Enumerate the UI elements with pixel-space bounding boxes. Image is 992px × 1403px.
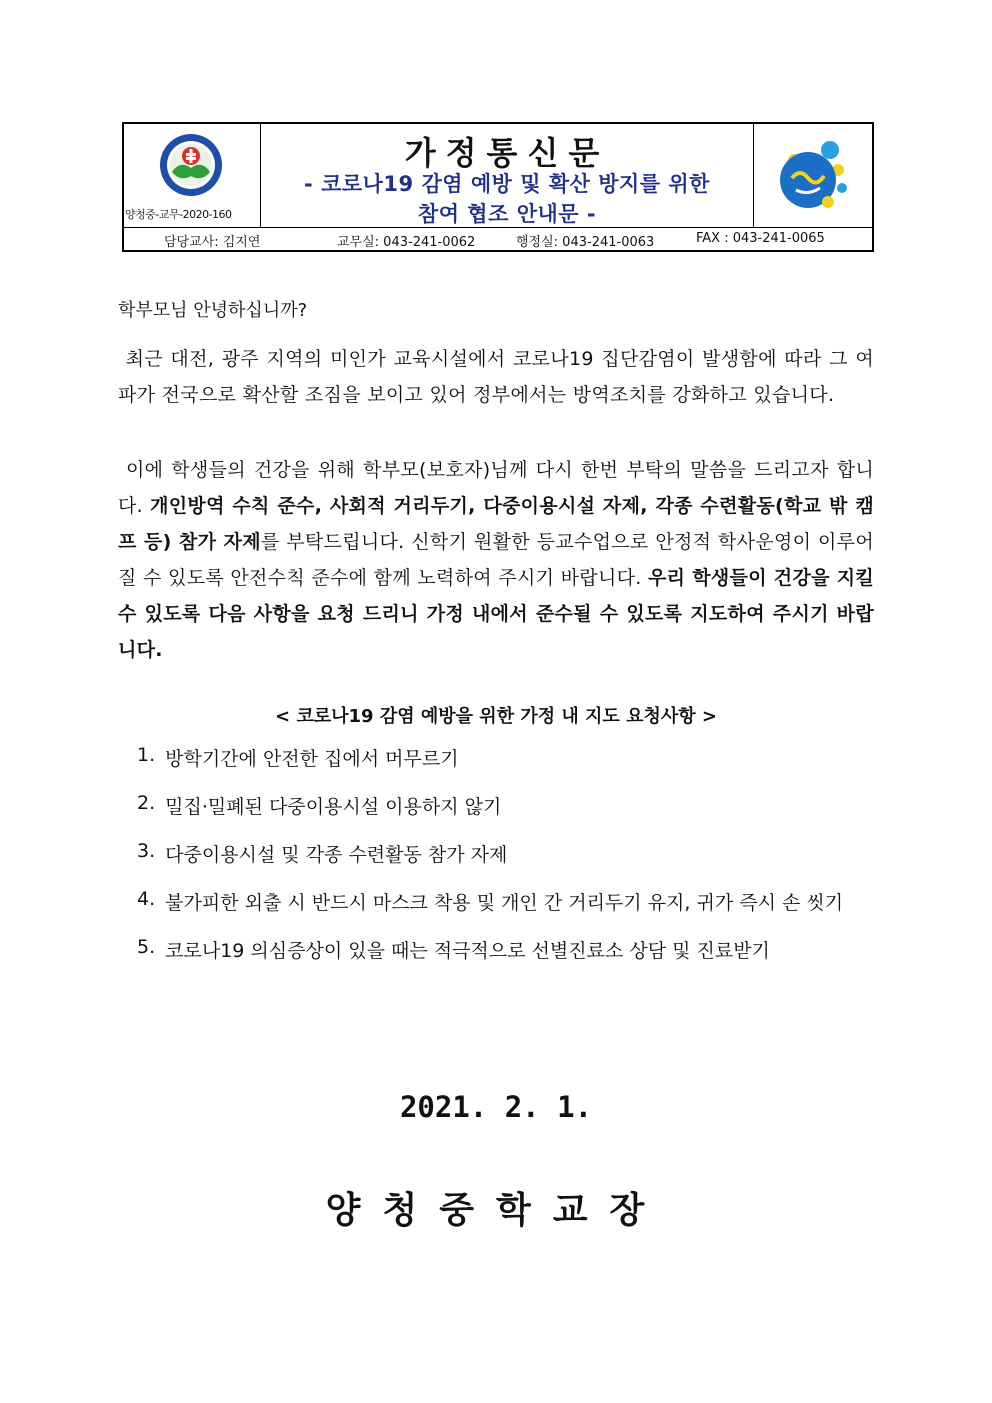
fax-number: FAX : 043-241-0065 <box>696 231 825 246</box>
paragraph-2-text-a: 이에 학생들의 건강을 위해 학부모(보호자)님께 다시 한번 부탁의 말씀을 드리고자 합니다. <box>118 459 875 517</box>
admin-office-phone: 행정실: 043-241-0063 <box>516 235 655 250</box>
list-item-text: 밀집·밀폐된 다중이용시설 이용하지 않기 <box>165 796 502 818</box>
list-item-number: 5. <box>137 936 156 958</box>
list-item <box>137 888 877 936</box>
list-item-text: 불가피한 외출 시 반드시 마스크 착용 및 개인 간 거리두기 유지, 귀가 즉시 손 씻기 <box>165 892 844 914</box>
issue-date: 2021. 2. 1. <box>399 1090 593 1124</box>
school-emblem-icon <box>158 132 224 198</box>
paragraph-2-text-c: 를 부탁드립니다. 신학기 원활한 등교수업으로 안정적 학사운영이 이루어질 수 있도록 안전수칙 준수에 함께 노력하여 주시기 바랍니다. <box>118 531 874 589</box>
paragraph-1 <box>118 341 874 413</box>
list-item <box>137 936 877 984</box>
signer-title: 양청중학교장 <box>325 1189 667 1231</box>
paragraph-2 <box>118 452 874 668</box>
requests-title: < 코로나19 감염 예방을 위한 가정 내 지도 요청사항 > <box>275 706 717 727</box>
list-item-number: 4. <box>137 888 156 910</box>
paragraph-2-emphasis-2: 우리 학생들이 건강을 지킬 수 있도록 다음 사항을 요청 드리니 가정 내에서 준수될 수 있도록 지도하여 주시기 바랍니다. <box>118 567 874 661</box>
list-item-number: 3. <box>137 840 156 862</box>
school-slogan-icon <box>772 136 852 216</box>
academic-office-phone: 교무실: 043-241-0062 <box>337 235 476 250</box>
slogan-cell <box>753 124 872 227</box>
title-cell <box>261 124 753 227</box>
teacher-label: 담당교사: 김지연 <box>164 235 261 250</box>
list-item <box>137 840 877 888</box>
page-title: 가정통신문 <box>404 134 610 172</box>
requests-list <box>137 744 877 984</box>
list-item <box>137 744 877 792</box>
paragraph-2-emphasis-1: 개인방역 수칙 준수, 사회적 거리두기, 다중이용시설 자제, 각종 수련활동(학교 밖 캠프 등) 참가 자제 <box>118 495 874 553</box>
list-item-text: 다중이용시설 및 각종 수련활동 참가 자제 <box>165 844 508 866</box>
list-item <box>137 792 877 840</box>
contact-row <box>124 227 872 250</box>
list-item-text: 방학기간에 안전한 집에서 머무르기 <box>165 748 459 770</box>
subtitle-line-1: - 코로나19 감염 예방 및 확산 방지를 위한 <box>304 172 710 196</box>
header-box <box>122 122 874 252</box>
list-item-number: 1. <box>137 744 156 766</box>
greeting: 학부모님 안녕하십니까? <box>118 300 308 321</box>
document-number: 양청중-교무-2020-160 <box>125 208 232 221</box>
list-item-number: 2. <box>137 792 156 814</box>
subtitle-line-2: 참여 협조 안내문 - <box>417 202 597 226</box>
paragraph-1-text: 최근 대전, 광주 지역의 미인가 교육시설에서 코로나19 집단감염이 발생함에 따라 그 여파가 전국으로 확산할 조짐을 보이고 있어 정부에서는 방역조치를 강화하고 있습니다. <box>118 348 874 406</box>
logo-cell <box>124 124 261 227</box>
list-item-text: 코로나19 의심증상이 있을 때는 적극적으로 선별진료소 상담 및 진료받기 <box>165 940 770 962</box>
